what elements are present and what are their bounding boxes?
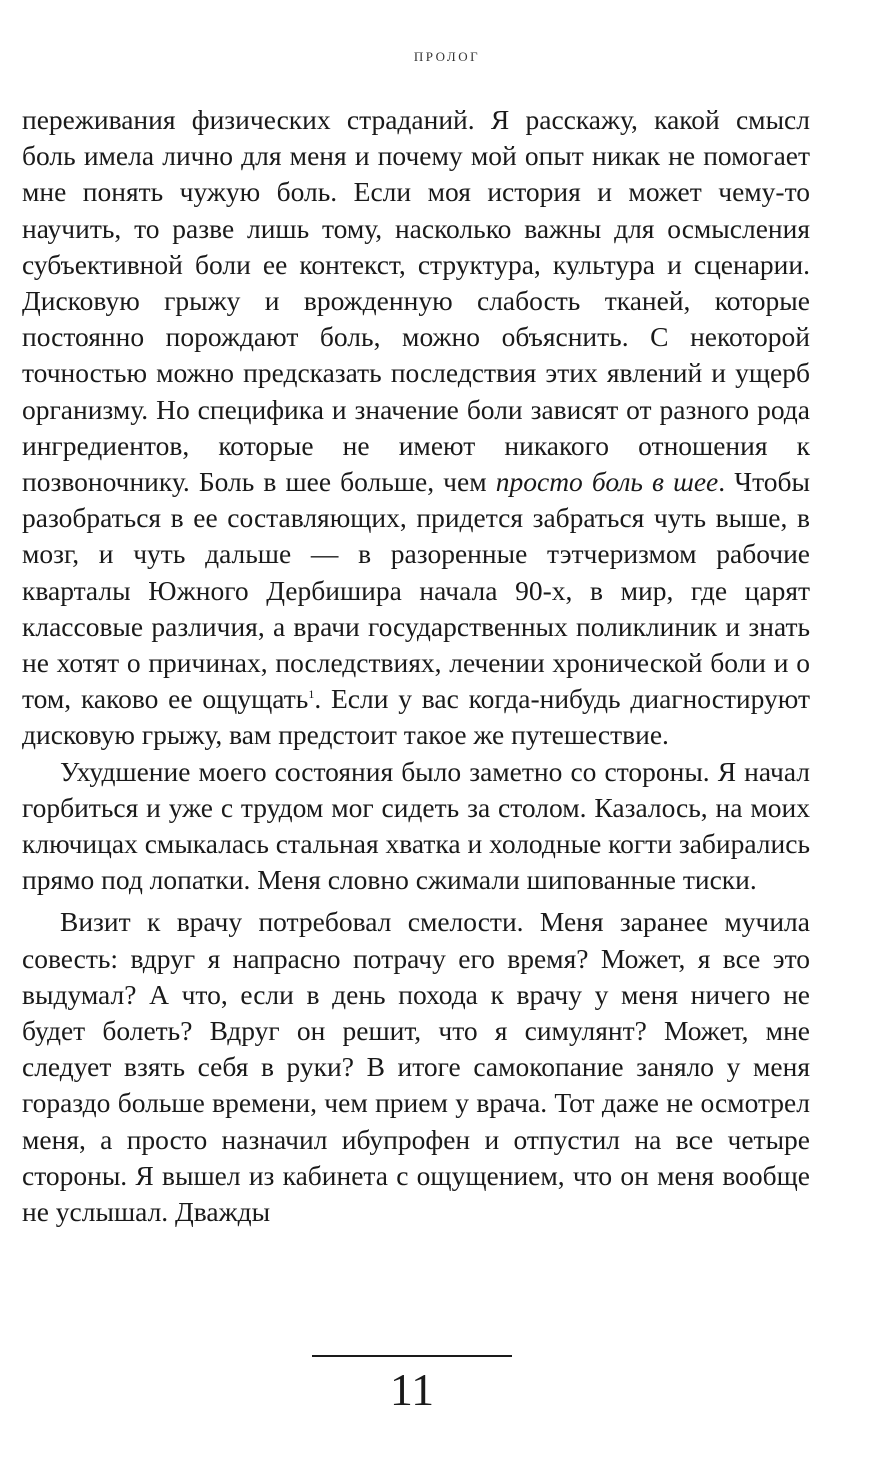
paragraph-1-italic: просто боль в шее [495, 466, 719, 498]
footnote-marker[interactable]: 1 [308, 687, 315, 702]
paragraph-1-text-c: . Если у вас когда-нибудь диагностируют дисковую грыжу, вам предстоит такое же путешествие. [22, 683, 810, 751]
body-text [22, 102, 810, 1230]
running-head: ПРОЛОГ [413, 49, 481, 64]
paragraph-1 [22, 102, 810, 754]
folio-rule [312, 1355, 512, 1357]
paragraph-3: Визит к врачу потребовал смелости. Меня заранее мучила совесть: вдруг я напрасно потрачу его время? Может, я все это выдумал? А что, если в день похода к врачу у меня ничего не будет болеть? Вдруг он решит, что я симулянт? Может, мне следует взять себя в руки? В итоге самокопание заняло у меня гораздо больше времени, чем прием у врача. Тот даже не осмотрел меня, а просто назначил ибупрофен и отпустил на все четыре стороны. Я вышел из кабинета с ощущением, что он меня вообще не услышал. Дважды [22, 906, 810, 1228]
page-number: 11 [389, 1364, 435, 1415]
paragraph-2: Ухудшение моего состояния было заметно со стороны. Я начал горбиться и уже с трудом мог сидеть за столом. Казалось, на моих ключицах смыкалась стальная хватка и холодные когти забирались прямо под лопатки. Меня словно сжимали шипованные тиски. [22, 755, 810, 896]
paragraph-1-text-b: . Чтобы разобраться в ее составляющих, придется забраться чуть выше, в мозг, и чуть дальше — в разоренные тэтчеризмом рабочие кварталы Южного Дербишира начала 90-х, в мир, где царят классовые различия, а врачи государственных поликлиник и знать не хотят о причинах, последствиях, лечении хронической боли и о том, каково ее ощущать [22, 466, 810, 715]
paragraph-1-text-a: переживания физических страданий. Я расскажу, какой смысл боль имела лично для меня и почему мой опыт никак не помогает мне понять чужую боль. Если моя история и может чему-то научить, то разве лишь тому, насколько важны для осмысления субъективной боли ее контекст, структура, культура и сценарии. Дисковую грыжу и врожденную слабость тканей, которые постоянно порождают боль, можно объяснить. С некоторой точностью можно предсказать последствия этих явлений и ущерб организму. Но специфика и значение боли зависят от разного рода ингредиентов, которые не имеют никакого отношения к позвоночнику. Боль в шее больше, чем [22, 104, 810, 498]
